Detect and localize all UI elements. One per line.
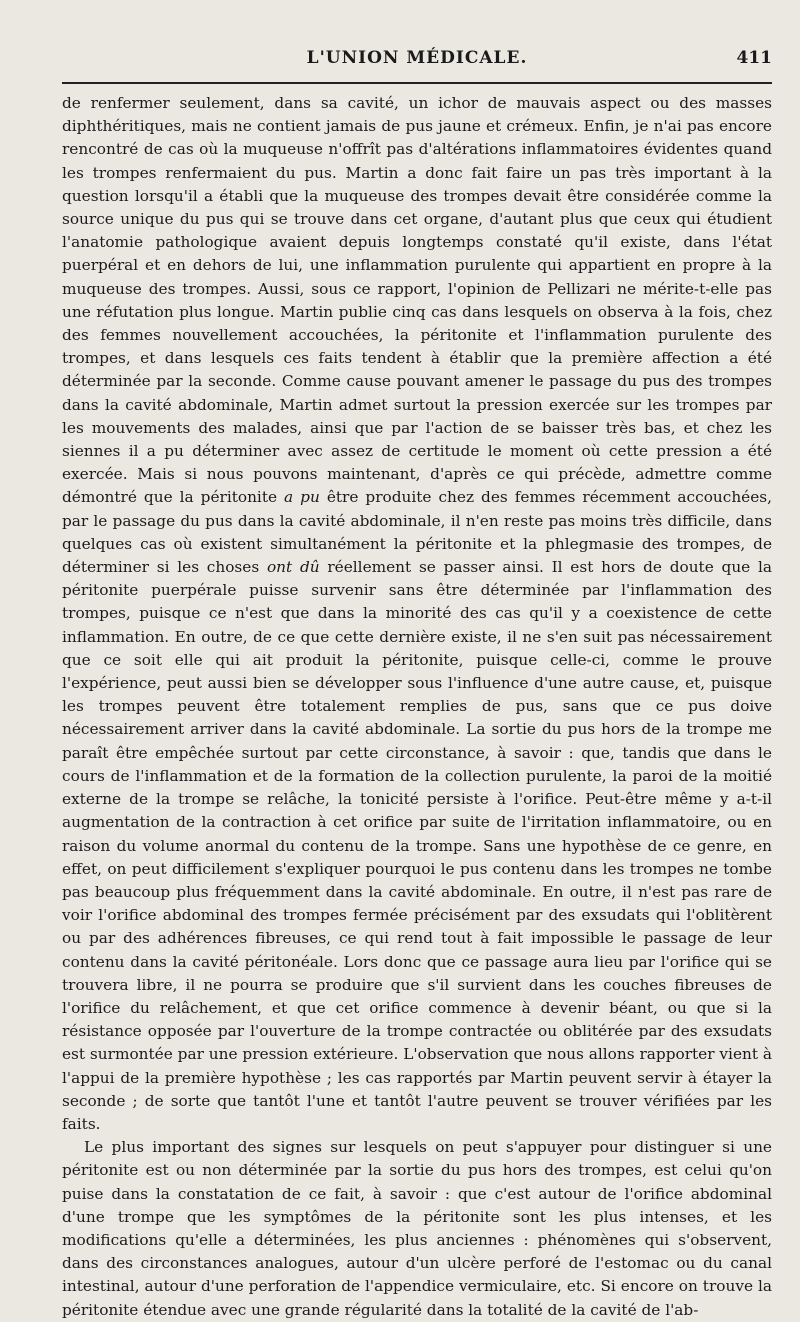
paragraph-2: Le plus important des signes sur lesquels on peut s'appuyer pour distinguer si une péritonite est ou non déterminée par la sortie du pus hors des trompes, est celui qu'on puise dans la constatation de ce fait, à savoir : que c'est autour de l'orifice abdominal d'une trompe que les symptômes de la péritonite sont les plus intenses, et les modifications qu'elle a déterminées, les plus anciennes : phénomènes qui s'observent, dans des circonstances analogues, autour d'un ulcère perforé de l'estomac ou du canal intestinal, autour d'une perforation de l'appendice vermiculaire, etc. Si encore on trouve la péritonite étendue avec une grande régularité dans la totalité de la cavité de l'ab- bbox=[62, 1138, 772, 1319]
body-text bbox=[62, 92, 772, 1322]
running-title: L'UNION MÉDICALE. bbox=[306, 48, 528, 68]
page-header bbox=[62, 48, 772, 78]
paragraph-1-text-b: être produite chez des femmes récemment accouchées, par le passage du pus dans la cavité abdominale, il n'en reste pas moins très difficile, dans quelques cas où existent simultanément la péritonite et la phlegmasie des trompes, de déterminer si les choses bbox=[62, 488, 772, 577]
header-rule bbox=[62, 82, 772, 84]
italic-a-pu: a pu bbox=[284, 488, 320, 507]
italic-ont-du: ont dû bbox=[266, 558, 320, 577]
paragraph-1-text-c: réellement se passer ainsi. Il est hors de doute que la péritonite puerpérale puisse survenir sans être déterminée par l'inflammation des trompes, puisque ce n'est que dans la minorité des cas qu'il y a coexistence de cette inflammation. En outre, de ce que cette dernière existe, il ne s'en suit pas nécessairement que ce soit elle qui ait produit la péritonite, puisque celle-ci, comme le prouve l'expérience, peut aussi bien se développer sous l'influence d'une autre cause, et, puisque les trompes peuvent être totalement remplies de pus, sans que ce pus doive nécessairement arriver dans la cavité abdominale. La sortie du pus hors de la trompe me paraît être empêchée surtout par cette circonstance, à savoir : que, tandis que dans le cours de l'inflammation et de la formation de la collection purulente, la paroi de la moitié externe de la trompe se relâche, la tonicité persiste à l'orifice. Peut-être même y a-t-il augmentation de la contraction à cet orifice par suite de l'irritation inflammatoire, ou en raison du volume anormal du contenu de la trompe. Sans une hypothèse de ce genre, en effet, on peut difficilement s'expliquer pourquoi le pus contenu dans les trompes ne tombe pas beaucoup plus fréquemment dans la cavité abdominale. En outre, il n'est pas rare de voir l'orifice abdominal des trompes fermée précisément par des exsudats qui l'oblitèrent ou par des adhérences fibreuses, ce qui rend tout à fait impossible le passage de leur contenu dans la cavité péritonéale. Lors donc que ce passage aura lieu par l'orifice qui se trouvera libre, il ne pourra se produire que s'il survient dans les couches fibreuses de l'orifice du relâchement, et que cet orifice commence à devenir béant, ou que si la résistance opposée par l'ouverture de la trompe contractée ou oblitérée par des exsudats est surmontée par une pression extérieure. L'observation que nous allons rapporter vient à l'appui de la première hypothèse ; les cas rapportés par Martin peuvent servir à étayer la seconde ; de sorte que tantôt l'une et tantôt l'autre peuvent se trouver vérifiées par les faits. bbox=[62, 558, 773, 1133]
page-number: 411 bbox=[736, 48, 772, 68]
paragraph-1-text-a: de renfermer seulement, dans sa cavité, un ichor de mauvais aspect ou des masses diphthéritiques, mais ne contient jamais de pus jaune et crémeux. Enfin, je n'ai pas encore rencontré de cas où la muqueuse n'offrît pas d'altérations inflammatoires évidentes quand les trompes renfermaient du pus. Martin a donc fait faire un pas très important à la question lorsqu'il a établi que la muqueuse des trompes devait être considérée comme la source unique du pus qui se trouve dans cet organe, d'autant plus que ceux qui étudient l'anatomie pathologique avaient depuis longtemps constaté qu'il existe, dans l'état puerpéral et en dehors de lui, une inflammation purulente qui appartient en propre à la muqueuse des trompes. Aussi, sous ce rapport, l'opinion de Pellizari ne mérite-t-elle pas une réfutation plus longue. Martin publie cinq cas dans lesquels on observa à la fois, chez des femmes nouvellement accouchées, la péritonite et l'inflammation purulente des trompes, et dans lesquels ces faits tendent à établir que la première affection a été déterminée par la seconde. Comme cause pouvant amener le passage du pus des trompes dans la cavité abdominale, Martin admet surtout la pression exercée sur les trompes par les mouvements des malades, ainsi que par l'action de se baisser très bas, et chez les siennes il a pu déterminer avec assez de certitude le moment où cette pression a été exercée. Mais si nous pouvons maintenant, d'après ce qui précède, admettre comme démontré que la péritonite bbox=[62, 94, 772, 507]
paragraph-1 bbox=[62, 92, 772, 1136]
